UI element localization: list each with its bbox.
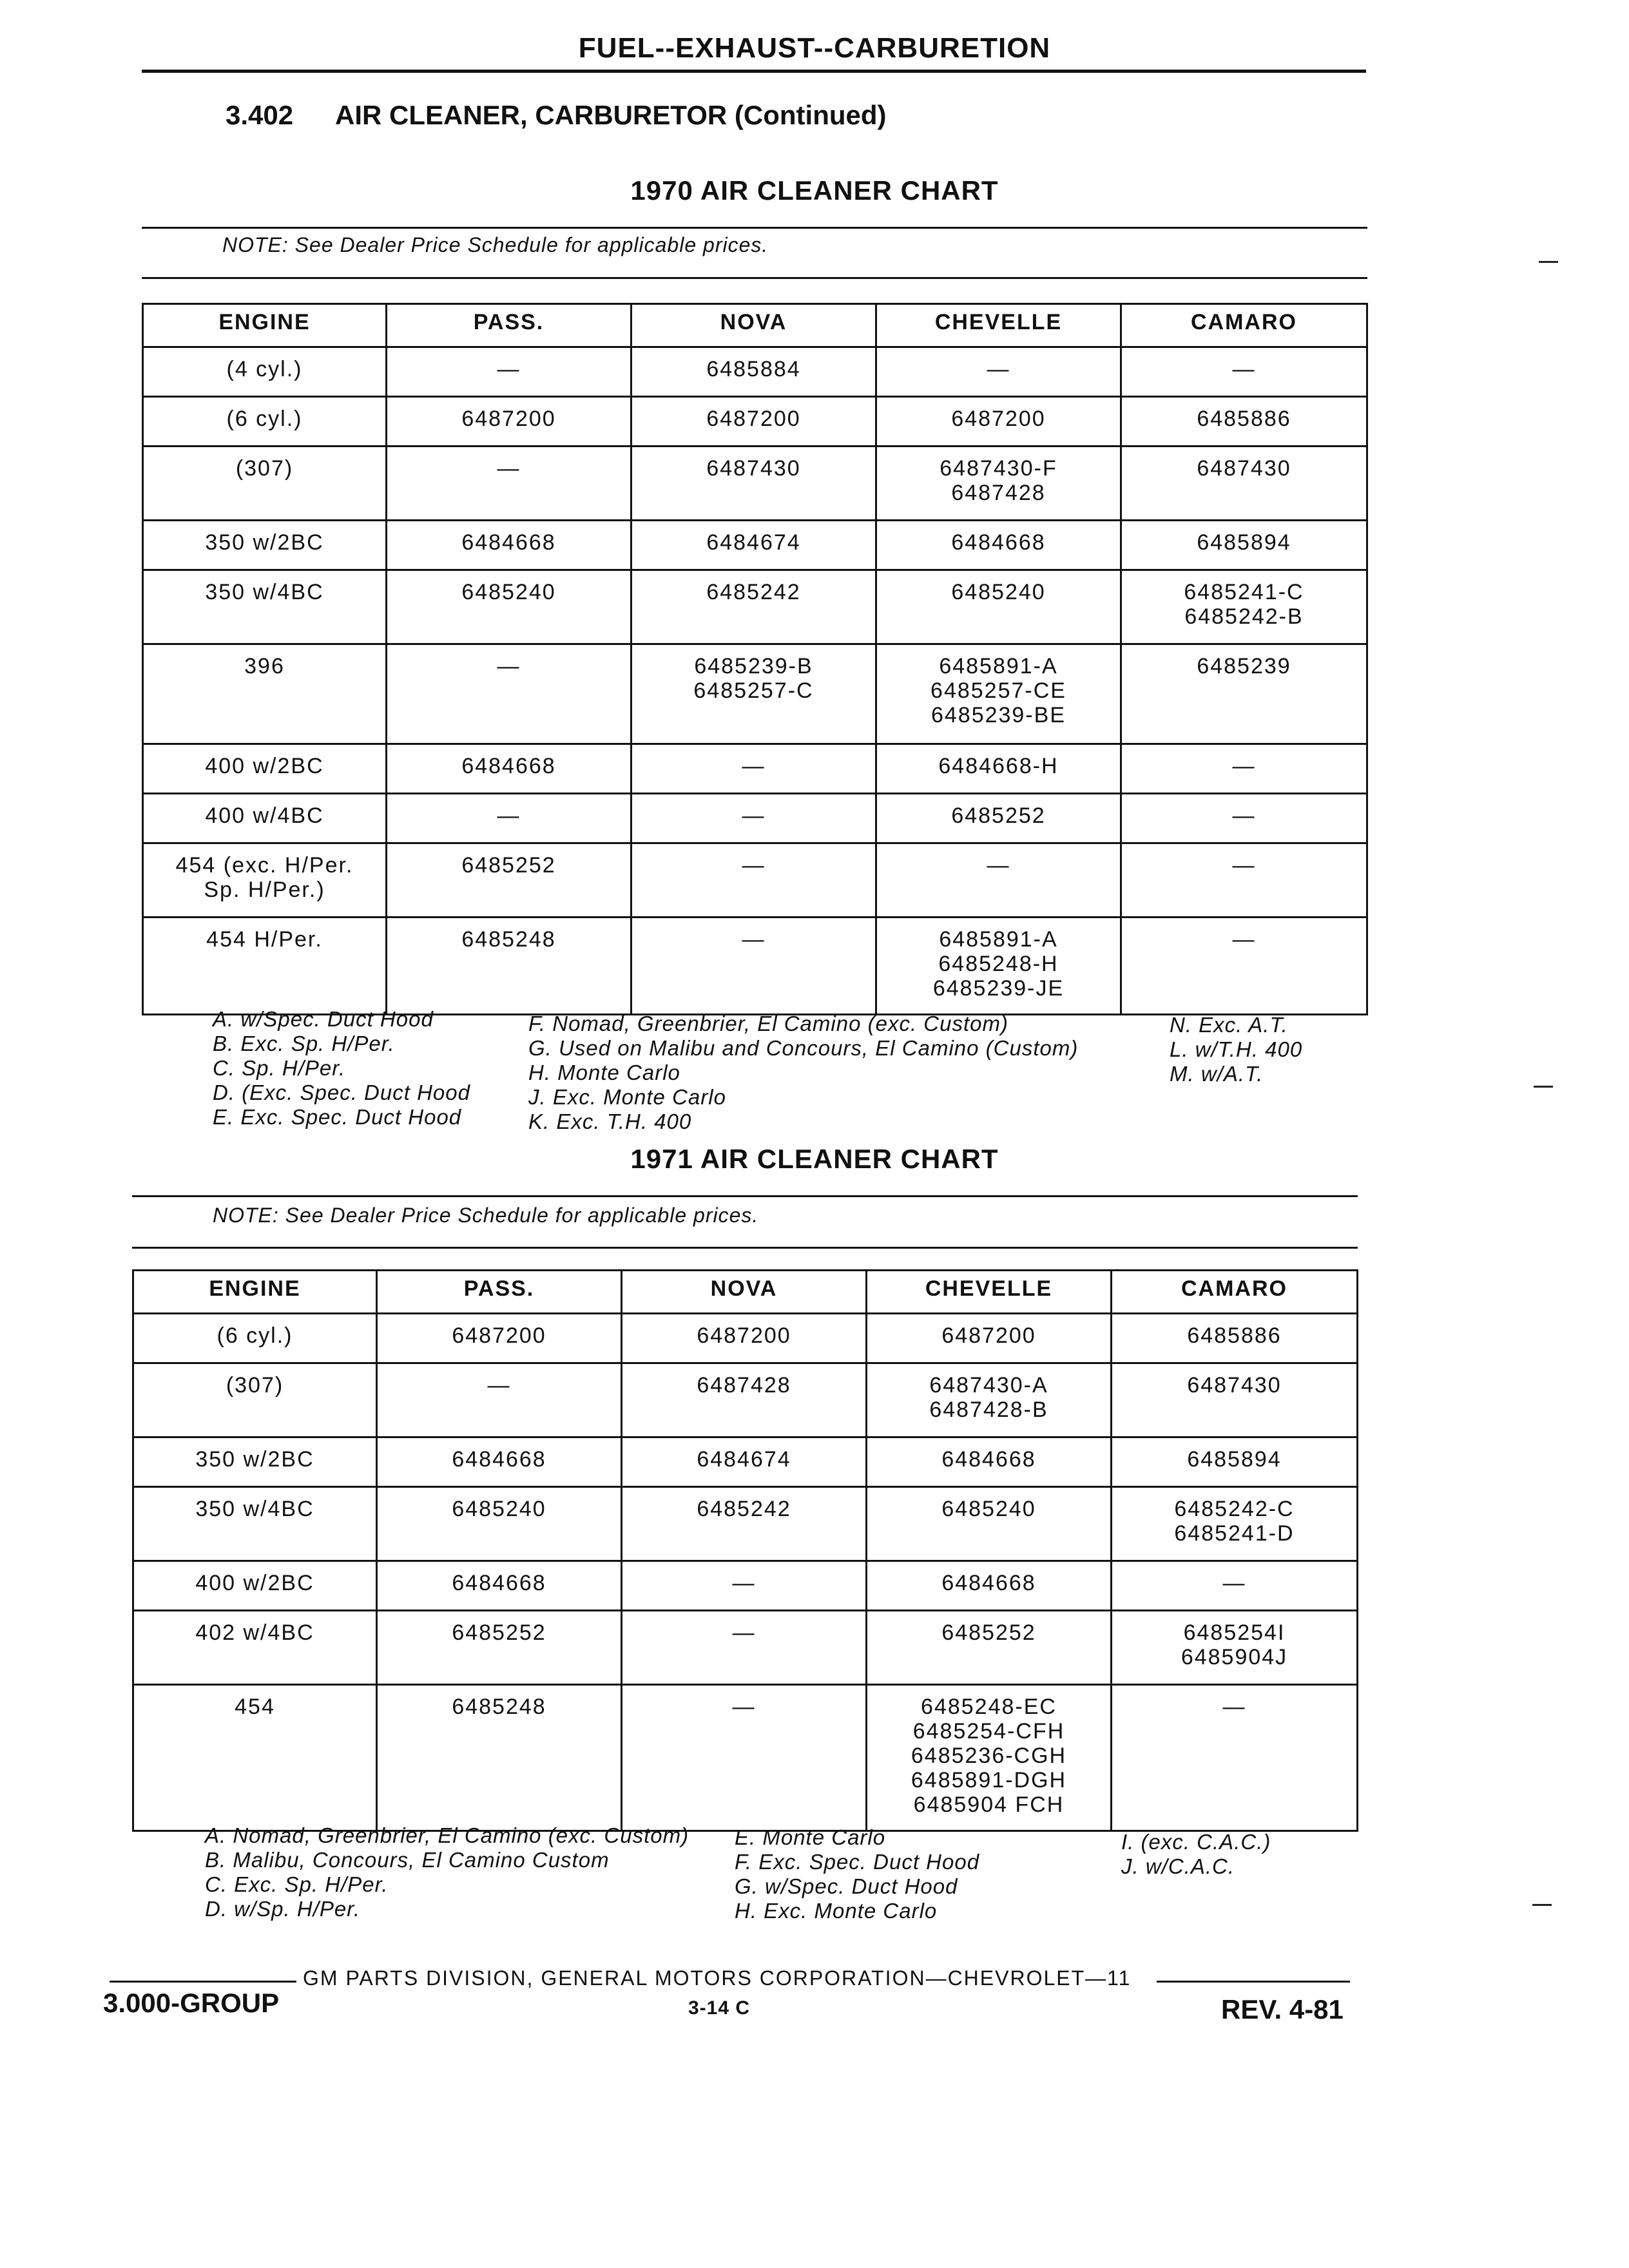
part-number-cell: 6485891-A 6485248-H 6485239-JE <box>876 918 1121 1015</box>
part-number-cell: 6484668 <box>377 1561 622 1611</box>
part-number-cell: 6485894 <box>1112 1437 1358 1487</box>
part-number-cell: — <box>377 1363 622 1437</box>
footnote: M. w/A.T. <box>1170 1062 1264 1086</box>
section-title: AIR CLEANER, CARBURETOR (Continued) <box>335 100 887 130</box>
table-row <box>133 1487 1358 1561</box>
part-number-cell: 6485886 <box>1121 397 1367 447</box>
margin-mark <box>1539 261 1558 263</box>
part-number-cell: — <box>1121 918 1367 1015</box>
table-row <box>143 397 1367 447</box>
part-number-cell: 6485240 <box>377 1487 622 1561</box>
part-number-cell: 6485252 <box>876 794 1121 843</box>
table-row <box>143 447 1367 521</box>
footer-rule-left <box>110 1981 296 1983</box>
part-number-cell: 6484668 <box>876 521 1121 570</box>
chart-1971-note: NOTE: See Dealer Price Schedule for applicable prices. <box>213 1204 759 1227</box>
part-number-cell: — <box>876 843 1121 918</box>
part-number-cell: — <box>622 1561 867 1611</box>
part-number-cell: — <box>622 1611 867 1685</box>
section-number: 3.402 <box>226 100 294 130</box>
part-number-cell: 6487200 <box>876 397 1121 447</box>
chart-1970-footnotes-col1 <box>213 1007 470 1129</box>
table-row <box>143 794 1367 843</box>
column-header-pass: PASS. <box>387 304 631 347</box>
engine-cell: 350 w/4BC <box>143 570 387 644</box>
table-row <box>143 570 1367 644</box>
column-header-camaro: CAMARO <box>1121 304 1367 347</box>
chart-1971-footnotes-col3 <box>1121 1830 1271 1879</box>
part-number-cell: 6487200 <box>631 397 876 447</box>
part-number-cell: 6484668 <box>867 1561 1112 1611</box>
engine-cell: (307) <box>143 447 387 521</box>
footnote: L. w/T.H. 400 <box>1170 1037 1303 1061</box>
chart-1971-title: 1971 AIR CLEANER CHART <box>630 1144 999 1174</box>
chart-1970-table <box>142 303 1368 1015</box>
engine-cell: 350 w/2BC <box>143 521 387 570</box>
part-number-cell: 6485894 <box>1121 521 1367 570</box>
footnote: F. Exc. Spec. Duct Hood <box>735 1850 980 1874</box>
engine-cell: 400 w/4BC <box>143 794 387 843</box>
part-number-cell: 6484668 <box>867 1437 1112 1487</box>
footnote: A. Nomad, Greenbrier, El Camino (exc. Custom) <box>205 1823 689 1847</box>
engine-cell: 454 (exc. H/Per. Sp. H/Per.) <box>143 843 387 918</box>
table-row <box>133 1363 1358 1437</box>
part-number-cell: 6484668 <box>377 1437 622 1487</box>
chart-1970-note-rule-top <box>142 227 1367 229</box>
part-number-cell: 6485242 <box>622 1487 867 1561</box>
table-row <box>143 521 1367 570</box>
part-number-cell: — <box>631 794 876 843</box>
part-number-cell: 6485240 <box>876 570 1121 644</box>
engine-cell: 396 <box>143 644 387 744</box>
part-number-cell: 6487200 <box>387 397 631 447</box>
chart-1970-footnotes-col3 <box>1170 1013 1302 1086</box>
part-number-cell: — <box>387 644 631 744</box>
part-number-cell: 6487430 <box>1112 1363 1358 1437</box>
column-header-pass: PASS. <box>377 1271 622 1314</box>
part-number-cell: 6485242-C 6485241-D <box>1112 1487 1358 1561</box>
part-number-cell: 6485248-EC 6485254-CFH 6485236-CGH 6485891-DGH 6485904 FCH <box>867 1685 1112 1831</box>
header-rule <box>142 70 1366 73</box>
part-number-cell: 6485248 <box>387 918 631 1015</box>
part-number-cell: 6485252 <box>867 1611 1112 1685</box>
column-header-chevelle: CHEVELLE <box>876 304 1121 347</box>
footer-division-line: GM PARTS DIVISION, GENERAL MOTORS CORPORATION—CHEVROLET—11 <box>303 1966 1132 1990</box>
footnote: H. Monte Carlo <box>528 1061 680 1084</box>
margin-mark <box>1532 1904 1552 1906</box>
part-number-cell: 6487430-F 6487428 <box>876 447 1121 521</box>
footnote: D. (Exc. Spec. Duct Hood <box>213 1081 470 1104</box>
table-row <box>143 347 1367 397</box>
engine-cell: (6 cyl.) <box>143 397 387 447</box>
table-row <box>133 1314 1358 1363</box>
chart-1971-table <box>132 1269 1358 1832</box>
part-number-cell: — <box>1112 1561 1358 1611</box>
footnote: I. (exc. C.A.C.) <box>1121 1830 1271 1854</box>
footer-group: 3.000-GROUP <box>103 1988 280 2018</box>
part-number-cell: 6487430 <box>1121 447 1367 521</box>
table-row <box>143 744 1367 794</box>
column-header-engine: ENGINE <box>143 304 387 347</box>
part-number-cell: — <box>387 447 631 521</box>
part-number-cell: — <box>631 843 876 918</box>
engine-cell: (307) <box>133 1363 377 1437</box>
table-row <box>133 1685 1358 1831</box>
engine-cell: 454 H/Per. <box>143 918 387 1015</box>
part-number-cell: 6487200 <box>377 1314 622 1363</box>
table-row <box>133 1437 1358 1487</box>
part-number-cell: — <box>1121 347 1367 397</box>
footer-page-number: 3-14 C <box>688 1997 751 2019</box>
part-number-cell: — <box>387 794 631 843</box>
footnote: J. w/C.A.C. <box>1121 1854 1235 1878</box>
chart-1970-footnotes-col2 <box>528 1012 1078 1134</box>
footnote: H. Exc. Monte Carlo <box>735 1899 938 1923</box>
part-number-cell: — <box>387 347 631 397</box>
part-number-cell: 6487430 <box>631 447 876 521</box>
engine-cell: 350 w/4BC <box>133 1487 377 1561</box>
footer-revision: REV. 4-81 <box>1221 1994 1344 2024</box>
part-number-cell: 6485254I 6485904J <box>1112 1611 1358 1685</box>
table-row <box>133 1561 1358 1611</box>
part-number-cell: 6485891-A 6485257-CE 6485239-BE <box>876 644 1121 744</box>
chart-1970-title: 1970 AIR CLEANER CHART <box>630 175 999 206</box>
engine-cell: 350 w/2BC <box>133 1437 377 1487</box>
part-number-cell: 6487430-A 6487428-B <box>867 1363 1112 1437</box>
table-row <box>143 918 1367 1015</box>
table-header-row <box>143 304 1367 347</box>
part-number-cell: 6484668-H <box>876 744 1121 794</box>
part-number-cell: 6485239-B 6485257-C <box>631 644 876 744</box>
footer-rule-right <box>1157 1981 1350 1983</box>
part-number-cell: — <box>1121 744 1367 794</box>
part-number-cell: 6484668 <box>387 521 631 570</box>
part-number-cell: — <box>1112 1685 1358 1831</box>
part-number-cell: 6484668 <box>387 744 631 794</box>
table-header-row <box>133 1271 1358 1314</box>
engine-cell: 402 w/4BC <box>133 1611 377 1685</box>
part-number-cell: 6485241-C 6485242-B <box>1121 570 1367 644</box>
part-number-cell: — <box>1121 843 1367 918</box>
chart-1971-note-rule-bottom <box>132 1247 1358 1249</box>
engine-cell: (4 cyl.) <box>143 347 387 397</box>
engine-cell: 400 w/2BC <box>133 1561 377 1611</box>
column-header-camaro: CAMARO <box>1112 1271 1358 1314</box>
footnote: D. w/Sp. H/Per. <box>205 1897 361 1921</box>
footnote: G. Used on Malibu and Concours, El Camino (Custom) <box>528 1036 1079 1060</box>
chart-1971-footnotes-col1 <box>205 1823 689 1921</box>
footnote: E. Exc. Spec. Duct Hood <box>213 1105 462 1129</box>
table-row <box>143 843 1367 918</box>
footnote: K. Exc. T.H. 400 <box>528 1110 692 1133</box>
part-number-cell: — <box>631 744 876 794</box>
part-number-cell: 6485240 <box>867 1487 1112 1561</box>
engine-cell: 454 <box>133 1685 377 1831</box>
column-header-engine: ENGINE <box>133 1271 377 1314</box>
part-number-cell: 6485252 <box>387 843 631 918</box>
footnote: B. Exc. Sp. H/Per. <box>213 1032 395 1055</box>
column-header-nova: NOVA <box>622 1271 867 1314</box>
footnote: E. Monte Carlo <box>735 1825 886 1849</box>
part-number-cell: 6485252 <box>377 1611 622 1685</box>
footnote: G. w/Spec. Duct Hood <box>735 1874 958 1898</box>
chart-1970-note-rule-bottom <box>142 277 1367 279</box>
part-number-cell: — <box>876 347 1121 397</box>
section-heading <box>226 100 887 131</box>
part-number-cell: 6487428 <box>622 1363 867 1437</box>
part-number-cell: 6487200 <box>622 1314 867 1363</box>
engine-cell: 400 w/2BC <box>143 744 387 794</box>
table-row <box>133 1611 1358 1685</box>
engine-cell: (6 cyl.) <box>133 1314 377 1363</box>
part-number-cell: — <box>1121 794 1367 843</box>
footnote: B. Malibu, Concours, El Camino Custom <box>205 1848 610 1872</box>
footnote: J. Exc. Monte Carlo <box>528 1085 726 1109</box>
part-number-cell: 6485242 <box>631 570 876 644</box>
part-number-cell: 6487200 <box>867 1314 1112 1363</box>
footnote: N. Exc. A.T. <box>1170 1013 1288 1037</box>
margin-mark <box>1534 1086 1553 1088</box>
part-number-cell: — <box>631 918 876 1015</box>
footnote: F. Nomad, Greenbrier, El Camino (exc. Custom) <box>528 1012 1008 1035</box>
column-header-nova: NOVA <box>631 304 876 347</box>
chart-1970-note: NOTE: See Dealer Price Schedule for applicable prices. <box>222 233 769 256</box>
part-number-cell: 6485239 <box>1121 644 1367 744</box>
chart-1971-note-rule-top <box>132 1195 1358 1197</box>
part-number-cell: 6484674 <box>622 1437 867 1487</box>
part-number-cell: 6485248 <box>377 1685 622 1831</box>
footnote: C. Sp. H/Per. <box>213 1056 346 1080</box>
page-header-title: FUEL--EXHAUST--CARBURETION <box>578 32 1051 64</box>
footnote: C. Exc. Sp. H/Per. <box>205 1872 389 1896</box>
part-number-cell: 6485240 <box>387 570 631 644</box>
part-number-cell: — <box>622 1685 867 1831</box>
footnote: A. w/Spec. Duct Hood <box>213 1007 434 1031</box>
column-header-chevelle: CHEVELLE <box>867 1271 1112 1314</box>
part-number-cell: 6485886 <box>1112 1314 1358 1363</box>
part-number-cell: 6484674 <box>631 521 876 570</box>
table-row <box>143 644 1367 744</box>
chart-1971-footnotes-col2 <box>735 1825 979 1923</box>
part-number-cell: 6485884 <box>631 347 876 397</box>
